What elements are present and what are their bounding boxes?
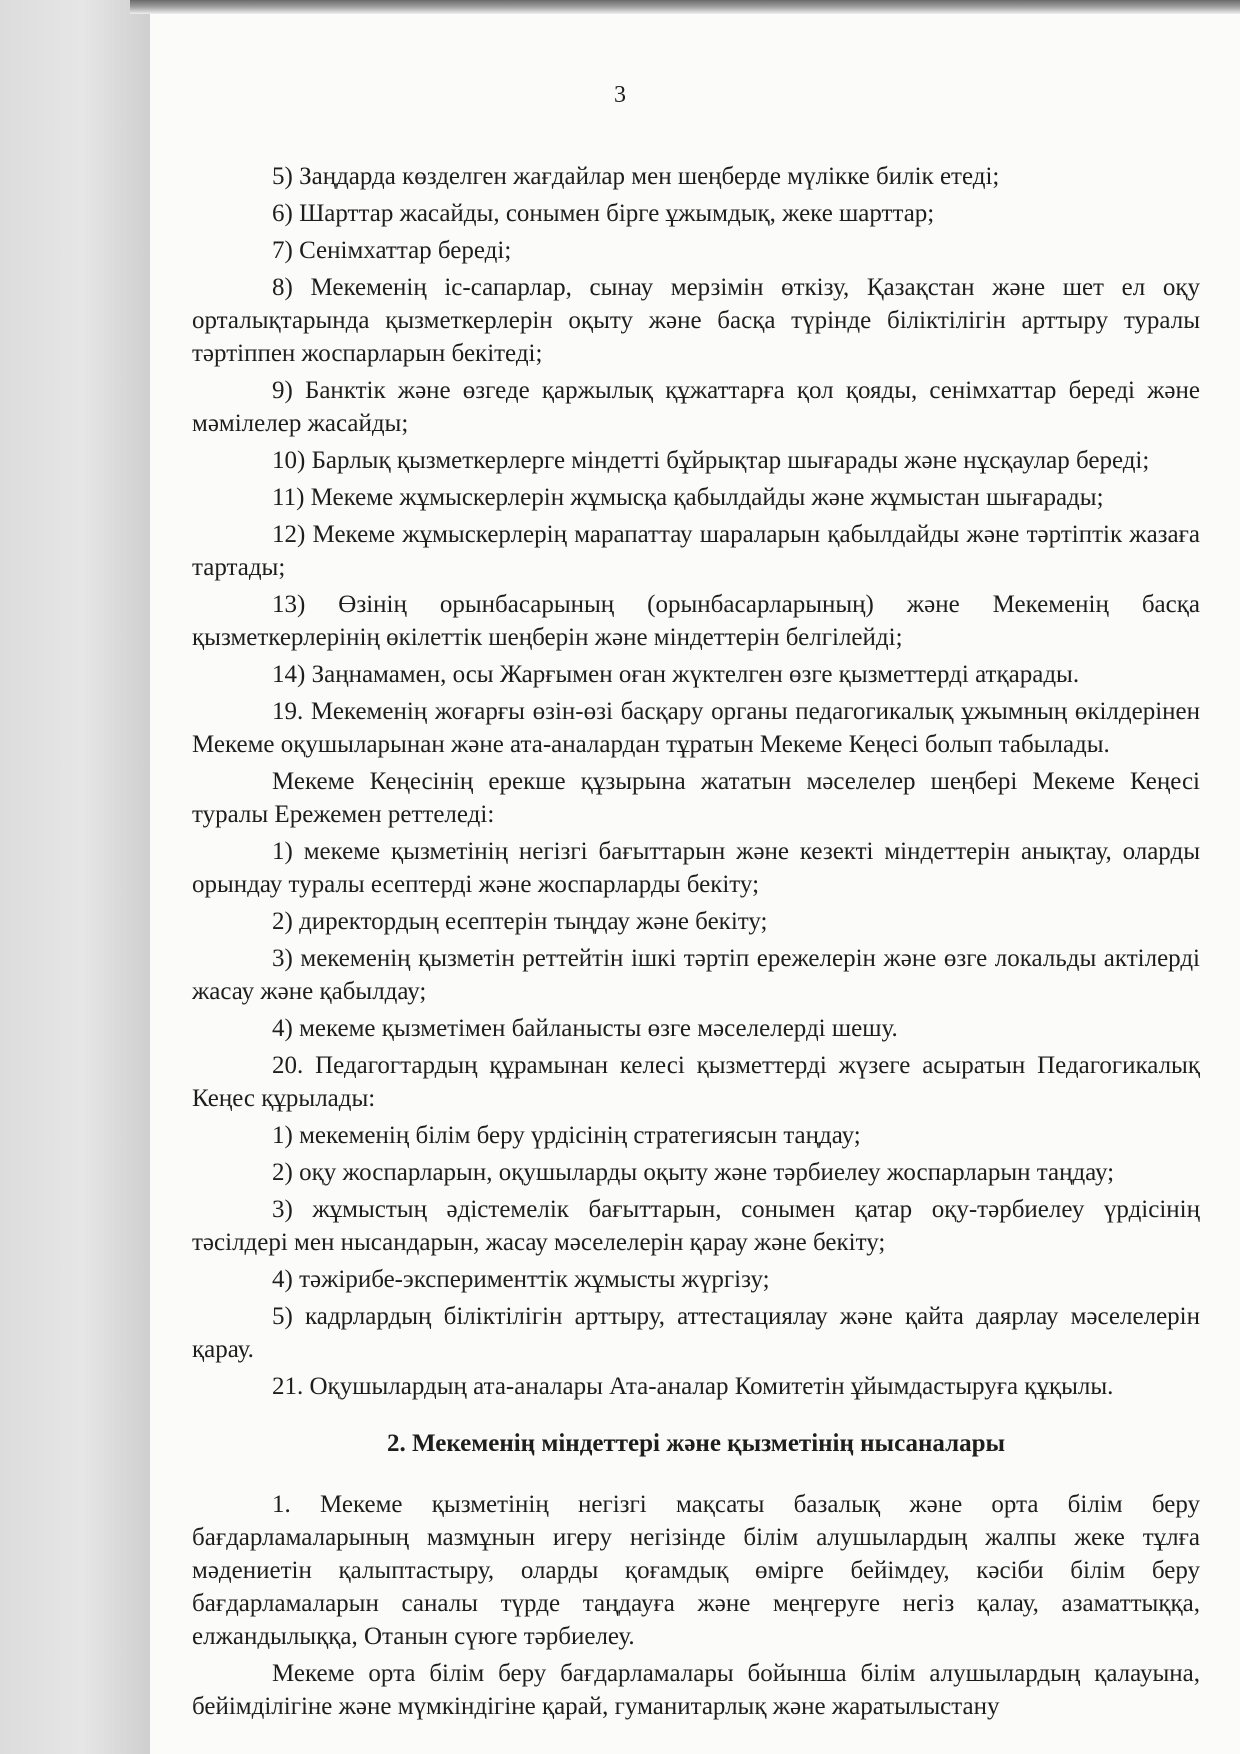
paragraph: 12) Мекеме жұмыскерлерің марапаттау шараларын қабылдайды және тәртіптік жазаға тартады; (192, 521, 1200, 581)
paragraph: 10) Барлық қызметкерлерге міндетті бұйрықтар шығарады және нұсқаулар береді; (272, 447, 1150, 474)
paragraph: 19. Мекеменің жоғарғы өзін-өзі басқару органы педагогикалық ұжымның өкілдерінен Мекеме оқушыларынан және ата-аналардан тұратын Мекеме Кеңесі болып табылады. (192, 698, 1200, 758)
paragraph: 20. Педагогтардың құрамынан келесі қызметтерді жүзеге асыратын Педагогикалық Кеңес құрылады: (192, 1052, 1200, 1112)
paragraph: 7) Сенімхаттар береді; (272, 237, 512, 264)
paragraph: 5) Заңдарда көзделген жағдайлар мен шеңберде мүлікке билік етеді; (272, 163, 1000, 190)
scan-top-edge (130, 0, 1240, 14)
paragraph: Мекеме орта білім беру бағдарламалары бойынша білім алушылардың қалауына, бейімділігіне және мүмкіндігіне қарай, гуманитарлық және жаратылыстану (192, 1660, 1200, 1720)
paragraph: 13) Өзінің орынбасарының (орынбасарларының) және Мекеменің басқа қызметкерлерінің өкілеттік шеңберін және міндеттерін белгілейді; (192, 591, 1200, 651)
paragraph: 8) Мекеменің іс-сапарлар, сынау мерзімін өткізу, Қазақстан және шет ел оқу орталықтарында қызметкерлерін оқыту және басқа түрінде біліктілігін арттыру туралы тәртіппен жоспарларын бекітеді; (192, 274, 1200, 367)
paragraph: 11) Мекеме жұмыскерлерін жұмысқа қабылдайды және жұмыстан шығарады; (272, 484, 1104, 511)
scan-left-edge (0, 0, 150, 1754)
paragraph: 2) директордың есептерін тыңдау және бекіту; (272, 908, 768, 935)
paragraph: 2) оқу жоспарларын, оқушыларды оқыту және тәрбиелеу жоспарларын таңдау; (272, 1159, 1115, 1186)
paragraph: 14) Заңнамамен, осы Жарғымен оған жүктелген өзге қызметтерді атқарады. (272, 661, 1080, 688)
paragraph: 3) мекеменің қызметін реттейтін ішкі тәртіп ережелерін және өзге локальды актілерді жасау және қабылдау; (192, 945, 1200, 1005)
paragraph: 1) мекеме қызметінің негізгі бағыттарын және кезекті міндеттерін анықтау, оларды орындау туралы есептерді және жоспарларды бекіту; (192, 838, 1200, 898)
paragraph: Мекеме Кеңесінің ерекше құзырына жататын мәселелер шеңбері Мекеме Кеңесі туралы Ережемен реттеледі: (192, 768, 1200, 828)
paragraph: 6) Шарттар жасайды, сонымен бірге ұжымдық, жеке шарттар; (272, 200, 935, 227)
page-number: 3 (614, 82, 626, 108)
paragraph: 1. Мекеме қызметінің негізгі мақсаты базалық және орта білім беру бағдарламаларының мазмұнын игеру негізінде білім алушылардың жалпы жеке тұлға мәдениетін қалыптастыру, оларды қоғамдық өмірге бейімдеу, кәсіби білім беру бағдарламаларын саналы түрде таңдауға және меңгеруге негіз қалау, азаматтыққа, елжандылыққа, Отанын сүюге тәрбиелеу. (192, 1491, 1200, 1650)
paragraph: 4) мекеме қызметімен байланысты өзге мәселелерді шешу. (272, 1015, 898, 1042)
document-body (192, 160, 1200, 1727)
paragraph: 1) мекеменің білім беру үрдісінің стратегиясын таңдау; (272, 1122, 861, 1149)
section-heading: 2. Мекеменің міндеттері және қызметінің нысаналары (386, 1430, 1006, 1457)
paragraph: 3) жұмыстың әдістемелік бағыттарын, сонымен қатар оқу-тәрбиелеу үрдісінің тәсілдері мен нысандарын, жасау мәселелерін қарау және бекіту; (192, 1196, 1200, 1256)
paragraphs-before-section (192, 160, 1200, 1403)
paragraphs-after-section (192, 1488, 1200, 1723)
paragraph: 9) Банктік және өзгеде қаржылық құжаттарға қол қояды, сенімхаттар береді және мәмілелер жасайды; (192, 377, 1200, 437)
paragraph: 5) кадрлардың біліктілігін арттыру, аттестациялау және қайта даярлау мәселелерін қарау. (192, 1303, 1200, 1363)
paragraph: 21. Оқушылардың ата-аналары Ата-аналар Комитетін ұйымдастыруға құқылы. (272, 1373, 1114, 1400)
paragraph: 4) тәжірибе-эксперименттік жұмысты жүргізу; (272, 1266, 770, 1293)
